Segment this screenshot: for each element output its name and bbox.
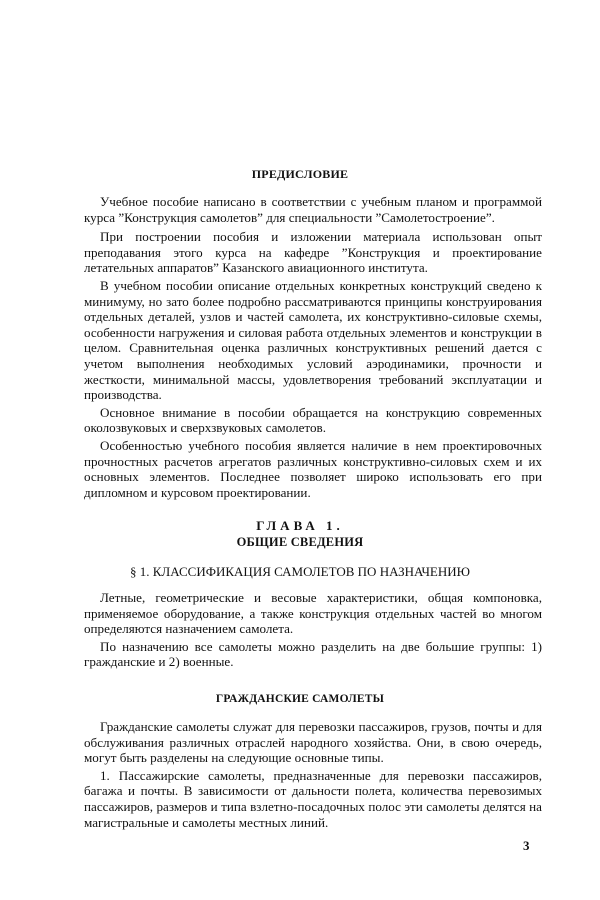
section-paragraph-1: Летные, геометрические и весовые характеристики, общая компоновка, применяемое оборудование, а также конструкция отдельных частей во многом определяются назначением самолета. [84, 590, 542, 637]
preface-title: ПРЕДИСЛОВИЕ [251, 167, 349, 181]
subsection-paragraph-2: 1. Пассажирские самолеты, предназначенные для перевозки пассажиров, багажа и почты. В зависимости от дальности полета, количества перевозимых пассажиров, размеров и типа взлетно-посадочных полос эти самолеты делятся на магистральные и самолеты местных линий. [84, 767, 542, 830]
subsection-paragraph-1: Гражданские самолеты служат для перевозки пассажиров, грузов, почты и для обслуживания различных отраслей народного хозяйства. Они, в свою очередь, могут быть разделены на следующие основные типы. [84, 719, 542, 766]
section-paragraph-2: По назначению все самолеты можно разделить на две большие группы: 1) гражданские и 2) военные. [84, 638, 542, 670]
preface-paragraph-4: Основное внимание в пособии обращается на конструкцию современных околозвуковых и сверхзвуковых самолетов. [84, 404, 542, 436]
chapter-label: ГЛАВА 1. [256, 518, 344, 533]
preface-paragraph-5: Особенностью учебного пособия является наличие в нем проектировочных прочностных расчетов агрегатов различных конструктивно-силовых схем и их основных элементов. Последнее позволяет широко использовать его при дипломном и курсовом проектировании. [84, 437, 542, 500]
page-number: 3 [523, 838, 530, 853]
preface-paragraph-3: В учебном пособии описание отдельных конкретных конструкций сведено к минимуму, но зато более подробно рассматриваются принципы конструирования отдельных деталей, узлов и частей самолета, их конструктивно-силовые схемы, особенности нагружения и силовая работа отдельных элементов и конструкции в целом. Сравнительная оценка различных конструктивных решений дается с учетом выполнения необходимых условий аэродинамики, прочности и жесткости, минимальной массы, удовлетворения требований эксплуатации и производства. [84, 277, 542, 403]
preface-paragraph-2: При построении пособия и изложении материала использован опыт преподавания этого курса на кафедре ”Конструкция и проектирование летательных аппаратов” Казанского авиационного института. [84, 229, 542, 276]
section-body [84, 590, 542, 670]
preface-body [84, 194, 542, 500]
preface-paragraph-1: Учебное пособие написано в соответствии с учебным планом и программой курса ”Конструкция самолетов” для специальности ”Самолетостроение”. [84, 194, 542, 225]
subsection-title: ГРАЖДАНСКИЕ САМОЛЕТЫ [215, 693, 385, 705]
chapter-title: ОБЩИЕ СВЕДЕНИЯ [236, 535, 364, 549]
section-title: § 1. КЛАССИФИКАЦИЯ САМОЛЕТОВ ПО НАЗНАЧЕНИЮ [130, 564, 470, 579]
subsection-body [84, 719, 542, 830]
